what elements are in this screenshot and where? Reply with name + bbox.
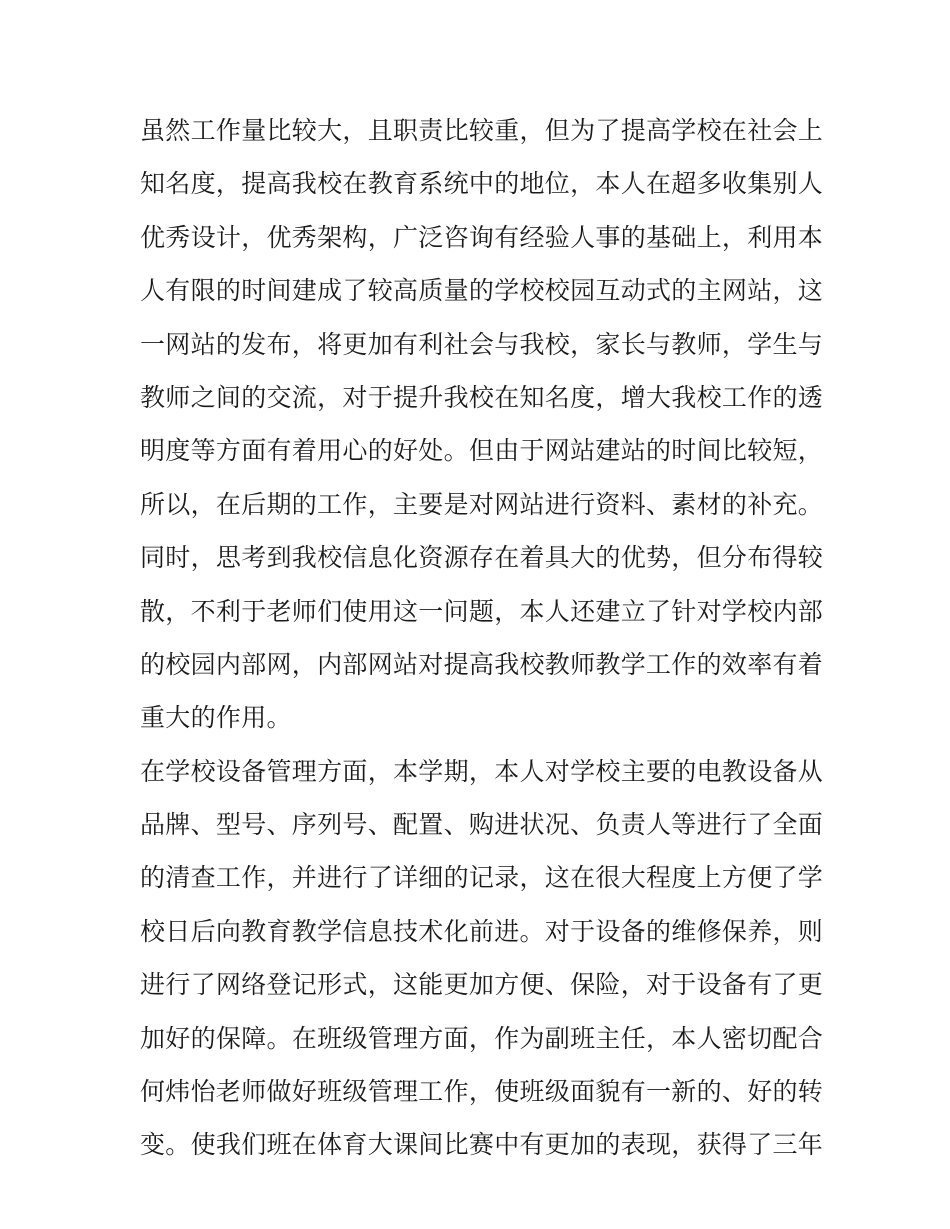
text-line: 在学校设备管理方面，本学期，本人对学校主要的电教设备从	[140, 756, 824, 786]
text-line: 同时，思考到我校信息化资源存在着具大的优势，但分布得较	[140, 543, 824, 573]
text-line: 重大的作用。	[140, 703, 292, 733]
text-line: 加好的保障。在班级管理方面，作为副班主任，本人密切配合	[140, 1023, 824, 1053]
text-line: 品牌、型号、序列号、配置、购进状况、负责人等进行了全面	[140, 810, 824, 840]
text-line: 散，不利于老师们使用这一问题，本人还建立了针对学校内部	[140, 596, 824, 626]
text-line: 优秀设计，优秀架构，广泛咨询有经验人事的基础上，利用本	[140, 222, 824, 252]
text-line: 一网站的发布，将更加有利社会与我校，家长与教师，学生与	[140, 329, 824, 359]
text-line: 人有限的时间建成了较高质量的学校校园互动式的主网站，这	[140, 276, 824, 306]
text-line: 教师之间的交流，对于提升我校在知名度，增大我校工作的透	[140, 382, 824, 412]
text-line: 虽然工作量比较大，且职责比较重，但为了提高学校在社会上	[140, 116, 824, 145]
text-line: 进行了网络登记形式，这能更加方便、保险，对于设备有了更	[140, 970, 824, 1000]
text-line: 知名度，提高我校在教育系统中的地位，本人在超多收集别人	[140, 169, 824, 199]
body-text	[140, 104, 824, 1172]
text-line: 所以，在后期的工作，主要是对网站进行资料、素材的补充。	[140, 489, 824, 519]
text-line: 的校园内部网，内部网站对提高我校教师教学工作的效率有着	[140, 649, 824, 679]
text-line: 明度等方面有着用心的好处。但由于网站建站的时间比较短，	[140, 436, 824, 466]
text-line: 变。使我们班在体育大课间比赛中有更加的表现，获得了三年	[140, 1130, 824, 1160]
text-line: 校日后向教育教学信息技术化前进。对于设备的维修保养，则	[140, 916, 824, 946]
text-line: 何炜怡老师做好班级管理工作，使班级面貌有一新的、好的转	[140, 1077, 824, 1107]
text-line: 的清查工作，并进行了详细的记录，这在很大程度上方便了学	[140, 863, 824, 893]
